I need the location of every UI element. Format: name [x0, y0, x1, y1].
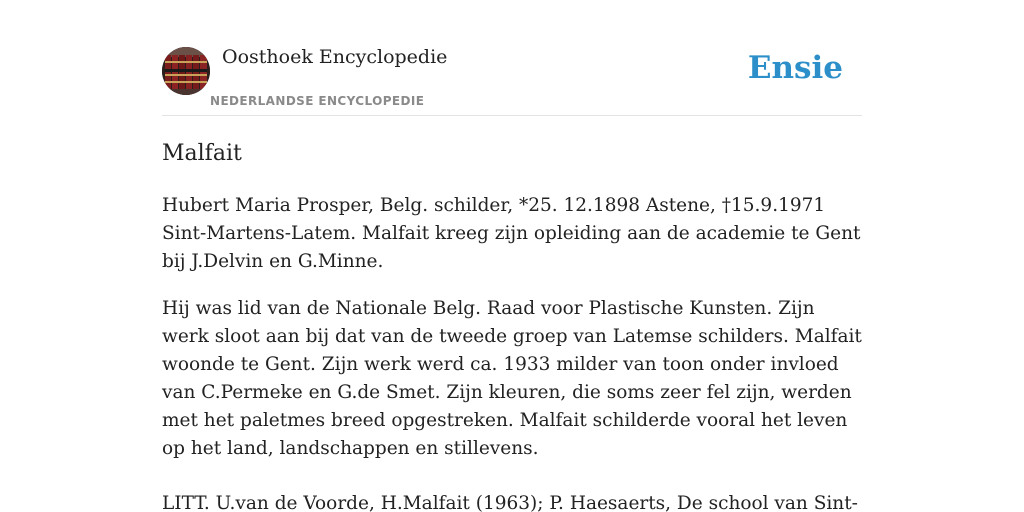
ensie-logo-link[interactable]: Ensie — [747, 50, 843, 86]
site-title-link[interactable]: Oosthoek Encyclopedie — [222, 46, 448, 68]
article-paragraph: Hubert Maria Prosper, Belg. schilder, *25. 12.1898 Astene, †15.9.1971 Sint-Martens-Latem. Malfait kreeg zijn opleiding aan de academie te Gent bij J.Delvin en G.Minne. — [162, 195, 861, 272]
article-paragraph: Hij was lid van de Nationale Belg. Raad voor Plastische Kunsten. Zijn werk sloot aan bij dat van de tweede groep van Latemse schilders. Malfait woonde te Gent. Zijn werk werd ca. 1933 milder van toon onder invloed van C.Permeke en G.de Smet. Zijn kleuren, die soms zeer fel zijn, werden met het paletmes breed opgestreken. Malfait schilderde vooral het leven op het land, landschappen en stillevens. — [162, 298, 862, 459]
content-container — [162, 0, 862, 512]
site-subtitle: NEDERLANDSE ENCYCLOPEDIE — [210, 94, 425, 108]
article-literature: LITT. U.van de Voorde, H.Malfait (1963); P. Haesaerts, De school van Sint- — [162, 493, 858, 512]
site-header — [162, 0, 862, 116]
article-title: Malfait — [162, 141, 242, 166]
encyclopedia-books-icon[interactable] — [162, 47, 210, 95]
